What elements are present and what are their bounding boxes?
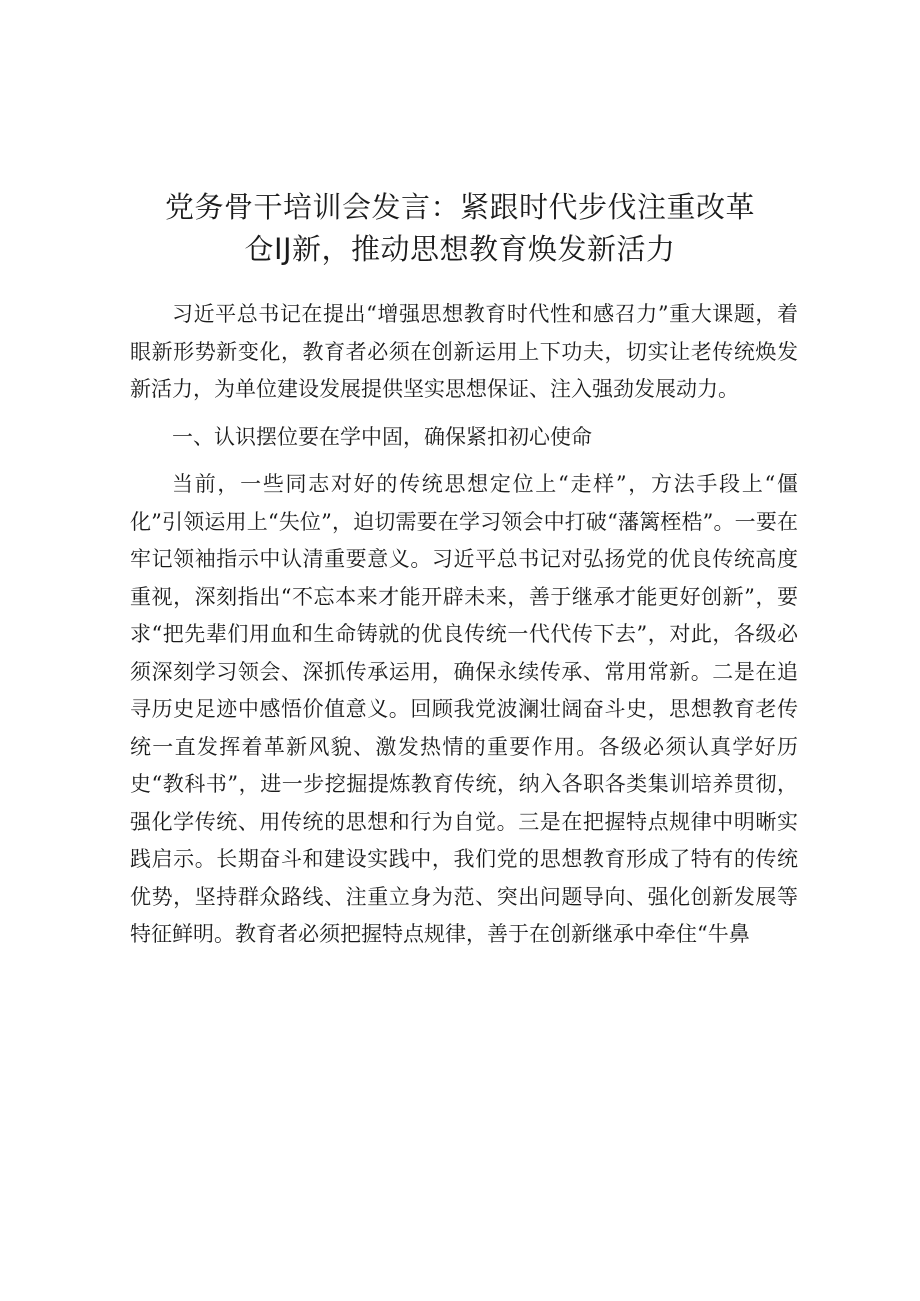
section-heading: 一、认识摆位要在学中固，确保紧扣初心使命: [172, 424, 592, 449]
title-line-2: 仓IJ新，推动思想教育焕发新活力: [244, 232, 676, 266]
intro-paragraph: 习近平总书记在提出“增强思想教育时代性和感召力”重大课题，着眼新形势新变化，教育者必须在创新运用上下功夫，切实让老传统焕发新活力，为单位建设发展提供坚实思想保证、注入强劲发展动力。: [130, 302, 798, 401]
body-paragraph: 当前，一些同志对好的传统思想定位上“走样”，方法手段上“僵化”引领运用上“失位”，迫切需要在学习领会中打破“藩篱桎梏”。一要在牢记领袖指示中认清重要意义。习近平总书记对弘扬党的优良传统高度重视，深刻指出“不忘本来才能开辟未来，善于继承才能更好创新”，要求“把先辈们用血和生命铸就的优良传统一代代传下去”，对此，各级必须深刻学习领会、深抓传承运用，确保永续传承、常用常新。二是在追寻历史足迹中感悟价值意义。回顾我党波澜壮阔奋斗史，思想教育老传统一直发挥着革新风貌、激发热情的重要作用。各级必须认真学好历史“教科书”，进一步挖掘提炼教育传统，纳入各职各类集训培养贯彻，强化学传统、用传统的思想和行为自觉。三是在把握特点规律中明晰实践启示。长期奋斗和建设实践中，我们党的思想教育形成了特有的传统优势，坚持群众路线、注重立身为范、突出问题导向、强化创新发展等特征鲜明。教育者必须把握特点规律，善于在创新继承中牵住“牛鼻: [130, 472, 798, 946]
title-line-1: 党务骨干培训会发言：紧跟时代步伐注重改革: [164, 190, 755, 224]
document-body: [130, 296, 798, 954]
document-title: [120, 186, 800, 270]
